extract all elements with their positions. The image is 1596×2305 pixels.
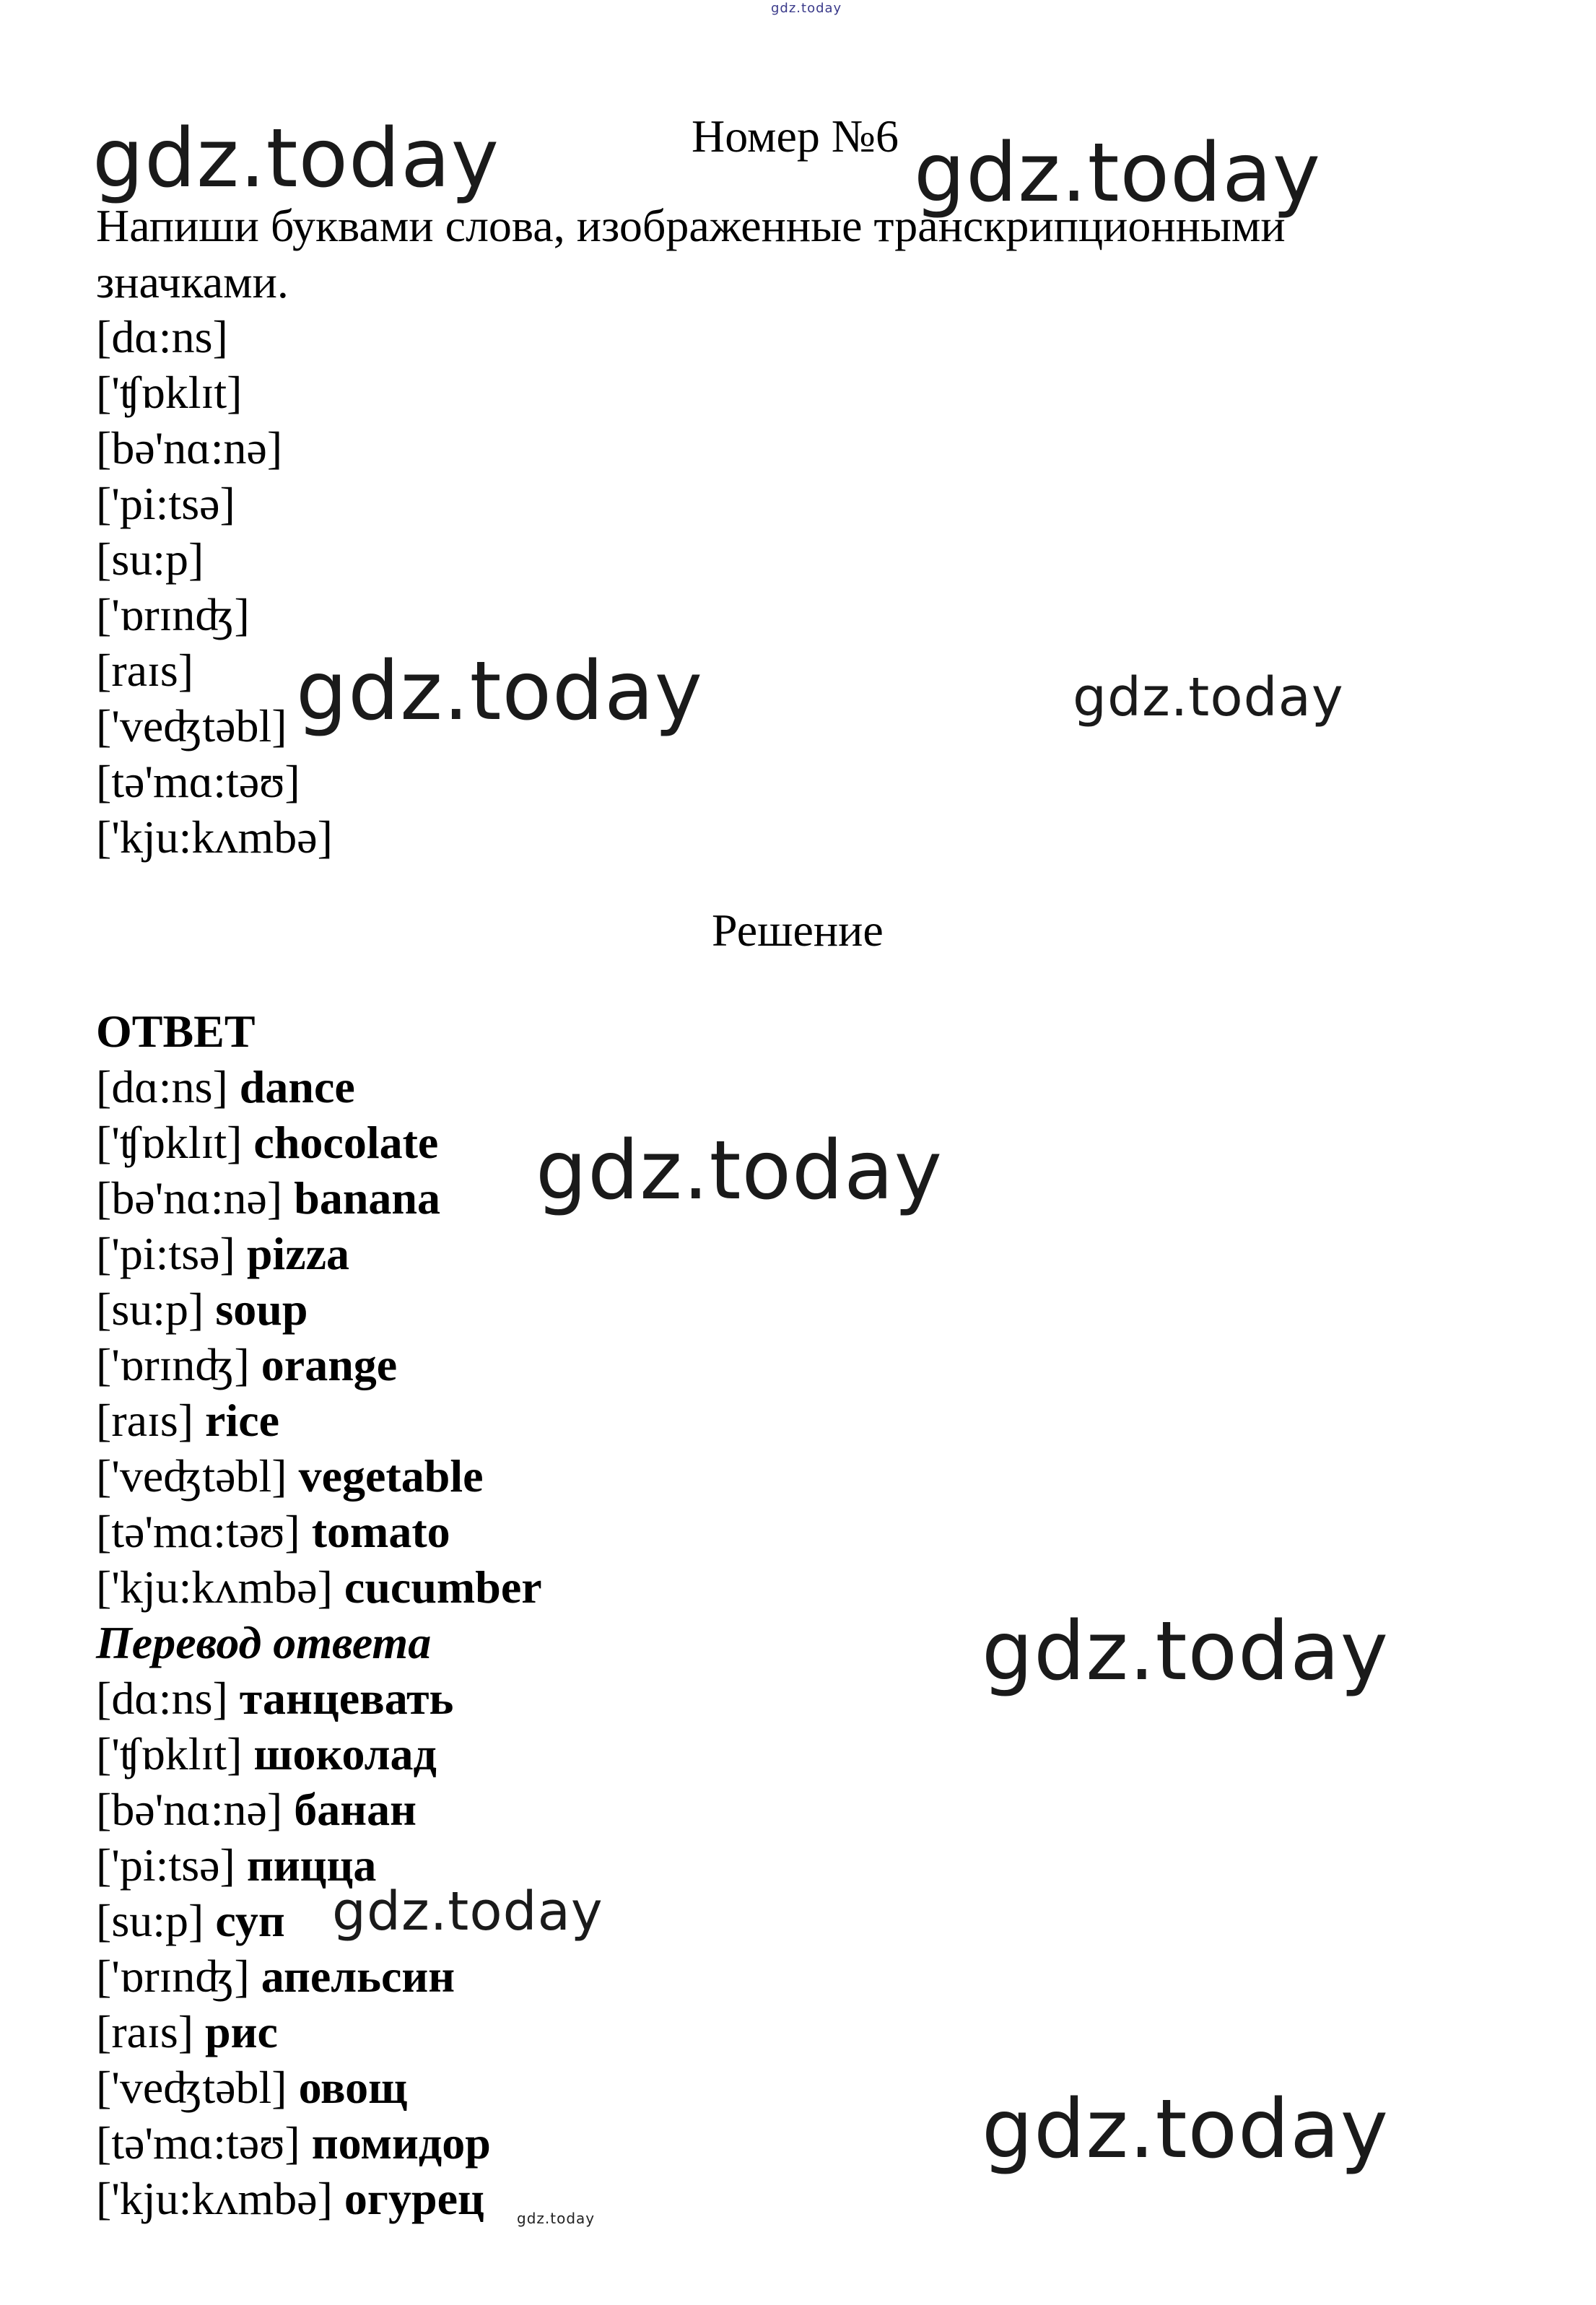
transcription-item: ['veʤtəbl] (96, 700, 287, 751)
translation-transcription: [raɪs] (96, 2006, 194, 2057)
translation-word: апельсин (261, 1951, 455, 2002)
answer-word: tomato (311, 1506, 450, 1557)
page-title: Номер №6 (692, 110, 899, 162)
answer-transcription: [tə'mɑ:təʊ] (96, 1506, 300, 1557)
answer-transcription: ['ɒrɪnʤ] (96, 1339, 250, 1390)
translation-row (96, 2060, 407, 2116)
transcription-item: ['ʧɒklɪt] (96, 367, 243, 418)
answer-transcription: [dɑ:ns] (96, 1061, 228, 1112)
watermark: gdz.today (914, 126, 1322, 220)
answer-word: banana (294, 1172, 440, 1224)
watermark: gdz.today (296, 645, 704, 738)
answer-row (96, 1170, 440, 1226)
translation-word: рис (205, 2006, 278, 2057)
transcription-item: [su:p] (96, 533, 204, 585)
transcription-item: [dɑ:ns] (96, 311, 228, 362)
answer-row (96, 1337, 397, 1393)
task-line: Напиши буквами слова, изображенные транскрипционными (96, 200, 1286, 251)
solution-title: Решение (712, 905, 884, 956)
answer-word: orange (261, 1339, 398, 1390)
answer-row (96, 1559, 542, 1616)
transcription-item: ['ɒrɪnʤ] (96, 589, 250, 640)
transcription-item: [tə'mɑ:təʊ] (96, 756, 300, 807)
transcription-item: ['kju:kʌmbə] (96, 811, 333, 863)
watermark: gdz.today (517, 2210, 596, 2227)
answer-transcription: ['ʧɒklɪt] (96, 1117, 243, 1168)
answer-word: vegetable (298, 1450, 484, 1502)
translation-row (96, 2171, 484, 2227)
translation-row (96, 1893, 285, 1949)
translation-word: суп (215, 1895, 285, 1946)
watermark-top: gdz.today (771, 1, 842, 16)
answer-word: pizza (246, 1228, 349, 1279)
translation-row (96, 1670, 453, 1727)
answer-word: rice (205, 1395, 280, 1446)
answer-transcription: ['kju:kʌmbə] (96, 1561, 333, 1613)
translation-transcription: [tə'mɑ:təʊ] (96, 2117, 300, 2169)
transcription-item: ['pi:tsə] (96, 478, 235, 529)
translation-transcription: ['veʤtəbl] (96, 2062, 287, 2113)
translation-row (96, 1837, 376, 1894)
translation-word: огурец (344, 2173, 484, 2224)
translation-word: танцевать (239, 1673, 454, 1724)
answer-transcription: [su:p] (96, 1284, 204, 1335)
translation-row (96, 2004, 278, 2060)
translation-word: шоколад (253, 1728, 437, 1779)
task-line: значками. (96, 256, 289, 308)
answer-word: cucumber (344, 1561, 542, 1613)
answer-row (96, 1504, 450, 1560)
answer-word: soup (215, 1284, 308, 1335)
translation-transcription: [dɑ:ns] (96, 1673, 228, 1724)
answer-row (96, 1115, 438, 1171)
translation-row (96, 1948, 455, 2005)
translation-transcription: ['ɒrɪnʤ] (96, 1951, 250, 2002)
translation-row (96, 2115, 491, 2171)
translation-transcription: ['kju:kʌmbə] (96, 2173, 333, 2224)
watermark: gdz.today (332, 1881, 603, 1943)
translation-row (96, 1726, 437, 1782)
watermark: gdz.today (982, 2083, 1390, 2177)
answer-transcription: [bə'nɑ:nə] (96, 1172, 283, 1224)
answer-row (96, 1059, 355, 1115)
translation-transcription: ['ʧɒklɪt] (96, 1728, 243, 1779)
watermark: gdz.today (92, 112, 500, 206)
answer-transcription: ['veʤtəbl] (96, 1450, 287, 1502)
translation-word: банан (294, 1784, 417, 1835)
watermark: gdz.today (982, 1605, 1390, 1699)
translation-title: Перевод ответа (96, 1617, 432, 1668)
answer-row (96, 1281, 308, 1338)
answer-word: dance (239, 1061, 355, 1112)
answer-title: ОТВЕТ (96, 1006, 256, 1057)
answer-row (96, 1393, 279, 1449)
answer-row (96, 1448, 484, 1504)
translation-word: овощ (298, 2062, 408, 2113)
translation-row (96, 1782, 417, 1838)
watermark: gdz.today (1073, 666, 1344, 728)
translation-word: пицца (246, 1839, 377, 1891)
translation-word: помидор (311, 2117, 491, 2169)
translation-transcription: [su:p] (96, 1895, 204, 1946)
transcription-item: [raɪs] (96, 645, 194, 696)
transcription-item: [bə'nɑ:nə] (96, 422, 283, 474)
translation-transcription: ['pi:tsə] (96, 1839, 235, 1891)
answer-transcription: [raɪs] (96, 1395, 194, 1446)
translation-transcription: [bə'nɑ:nə] (96, 1784, 283, 1835)
answer-row (96, 1226, 349, 1282)
answer-word: chocolate (253, 1117, 439, 1168)
watermark: gdz.today (536, 1124, 943, 1218)
answer-transcription: ['pi:tsə] (96, 1228, 235, 1279)
